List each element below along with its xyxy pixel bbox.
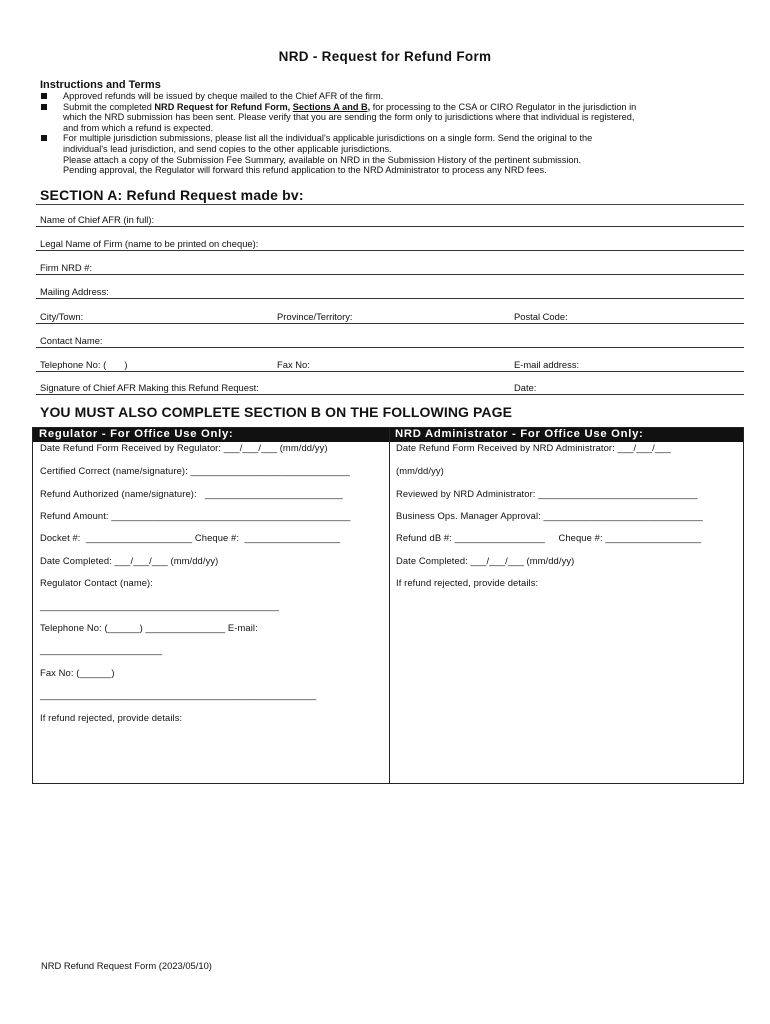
nrd-admin-heading: NRD Administrator - For Office Use Only: (395, 428, 644, 440)
instruction-line: Please attach a copy of the Submission Fee Summary, available on NRD in the Submission History of the pertinent submission. (63, 154, 582, 165)
field-row-contact-name[interactable] (40, 334, 744, 348)
instruction-item (40, 91, 740, 102)
postal-code-label: Postal Code: (514, 311, 568, 322)
instruction-line (63, 102, 740, 113)
instruction-text: Submit the completed (63, 101, 155, 112)
instruction-bold-underline-text: Sections A and B, (292, 101, 371, 112)
form-footer: NRD Refund Request Form (2023/05/10) (41, 960, 212, 971)
regulator-date-completed[interactable]: Date Completed: ___/___/___ (mm/dd/yy) (40, 555, 219, 566)
fill-line (36, 298, 744, 299)
regulator-rejection-details[interactable]: If refund rejected, provide details: (40, 712, 183, 723)
signature-label: Signature of Chief AFR Making this Refund Request: (40, 382, 259, 393)
nrd-refund-db-cheque[interactable]: Refund dB #: _________________ Cheque #: __________________ (396, 532, 702, 543)
regulator-date-received[interactable]: Date Refund Form Received by Regulator: ___/___/___ (mm/dd/yy) (40, 442, 328, 453)
instructions-list (40, 91, 740, 176)
instruction-line: individual's lead jurisdiction, and send copies to the other applicable jurisdictions. (63, 143, 392, 154)
field-row-phone-fax-email[interactable] (40, 358, 744, 372)
regulator-certified-correct[interactable]: Certified Correct (name/signature): ______________________________ (40, 465, 350, 476)
regulator-telephone-email[interactable]: Telephone No: (______) _______________ E-mail: (40, 622, 258, 633)
regulator-refund-authorized[interactable]: Refund Authorized (name/signature): __________________________ (40, 488, 343, 499)
field-row-city-province-postal[interactable] (40, 310, 744, 324)
field-row-firm-nrd-number[interactable] (40, 261, 744, 275)
field-label: Mailing Address: (40, 286, 109, 297)
form-title: NRD - Request for Refund Form (278, 49, 492, 64)
province-territory-label: Province/Territory: (277, 311, 353, 322)
instruction-item (40, 133, 740, 175)
fill-line (36, 371, 744, 372)
nrd-date-format: (mm/dd/yy) (396, 465, 444, 476)
regulator-fax-line[interactable]: ____________________________________________________ (40, 689, 317, 700)
instructions-heading: Instructions and Terms (40, 79, 161, 91)
fax-label: Fax No: (277, 359, 310, 370)
field-row-signature-date[interactable] (40, 381, 744, 395)
instruction-line: Approved refunds will be issued by cheque mailed to the Chief AFR of the firm. (63, 91, 384, 101)
instruction-item (40, 102, 740, 134)
regulator-email-line[interactable]: _______________________ (40, 644, 163, 655)
telephone-label: Telephone No: ( ) (40, 359, 128, 370)
fill-line (36, 347, 744, 348)
nrd-date-completed[interactable]: Date Completed: ___/___/___ (mm/dd/yy) (396, 555, 575, 566)
section-a-heading: SECTION A: Refund Request made bv: (40, 187, 304, 203)
field-row-firm-legal-name[interactable] (40, 237, 744, 251)
field-label: Firm NRD #: (40, 262, 93, 273)
nrd-business-ops-approval[interactable]: Business Ops. Manager Approval: ______________________________ (396, 510, 703, 521)
field-label: Legal Name of Firm (name to be printed on cheque): (40, 238, 259, 249)
instruction-text: for processing to the CSA or CIRO Regulator in the jurisdiction in (370, 101, 637, 112)
fill-line (36, 274, 744, 275)
fill-line (36, 250, 744, 251)
instruction-line: which the NRD submission has been sent. Please verify that you are sending the form only to jurisdictions where that individual is registered, (63, 112, 635, 123)
nrd-reviewed-by[interactable]: Reviewed by NRD Administrator: ______________________________ (396, 488, 698, 499)
instruction-line: Pending approval, the Regulator will forward this refund application to the NRD Administrator to process any NRD fees. (63, 165, 547, 176)
section-b-notice: YOU MUST ALSO COMPLETE SECTION B ON THE FOLLOWING PAGE (40, 404, 513, 420)
field-label: Name of Chief AFR (in full): (40, 214, 155, 225)
city-town-label: City/Town: (40, 311, 84, 322)
field-row-chief-afr-name[interactable] (40, 213, 744, 227)
email-label: E-mail address: (514, 359, 580, 370)
nrd-date-received[interactable]: Date Refund Form Received by NRD Administrator: ___/___/___ (396, 442, 671, 453)
field-label: Contact Name: (40, 335, 103, 346)
fill-line (36, 323, 744, 324)
office-use-header-bar (33, 428, 743, 442)
fill-line (36, 226, 744, 227)
office-use-box (32, 427, 744, 784)
regulator-docket-cheque[interactable]: Docket #: ____________________ Cheque #: __________________ (40, 532, 341, 543)
column-divider (389, 428, 390, 783)
square-bullet-icon (41, 135, 47, 141)
date-label: Date: (514, 382, 537, 393)
section-a-rule (36, 204, 744, 205)
regulator-contact-line[interactable]: _____________________________________________ (40, 600, 280, 611)
square-bullet-icon (41, 104, 47, 110)
regulator-contact-label: Regulator Contact (name): (40, 577, 153, 588)
instruction-line: For multiple jurisdiction submissions, please list all the individual's applicable jurisdictions on a single form. Send the original to the (63, 133, 593, 144)
regulator-heading: Regulator - For Office Use Only: (39, 428, 234, 440)
field-row-mailing-address[interactable] (40, 285, 744, 299)
nrd-rejection-details[interactable]: If refund rejected, provide details: (396, 577, 539, 588)
square-bullet-icon (41, 93, 47, 99)
fill-line (36, 394, 744, 395)
regulator-refund-amount[interactable]: Refund Amount: _____________________________________________ (40, 510, 351, 521)
regulator-fax[interactable]: Fax No: (______) (40, 667, 115, 678)
instruction-bold-text: NRD Request for Refund Form, (154, 101, 293, 112)
instruction-line: and from which a refund is expected. (63, 122, 214, 133)
